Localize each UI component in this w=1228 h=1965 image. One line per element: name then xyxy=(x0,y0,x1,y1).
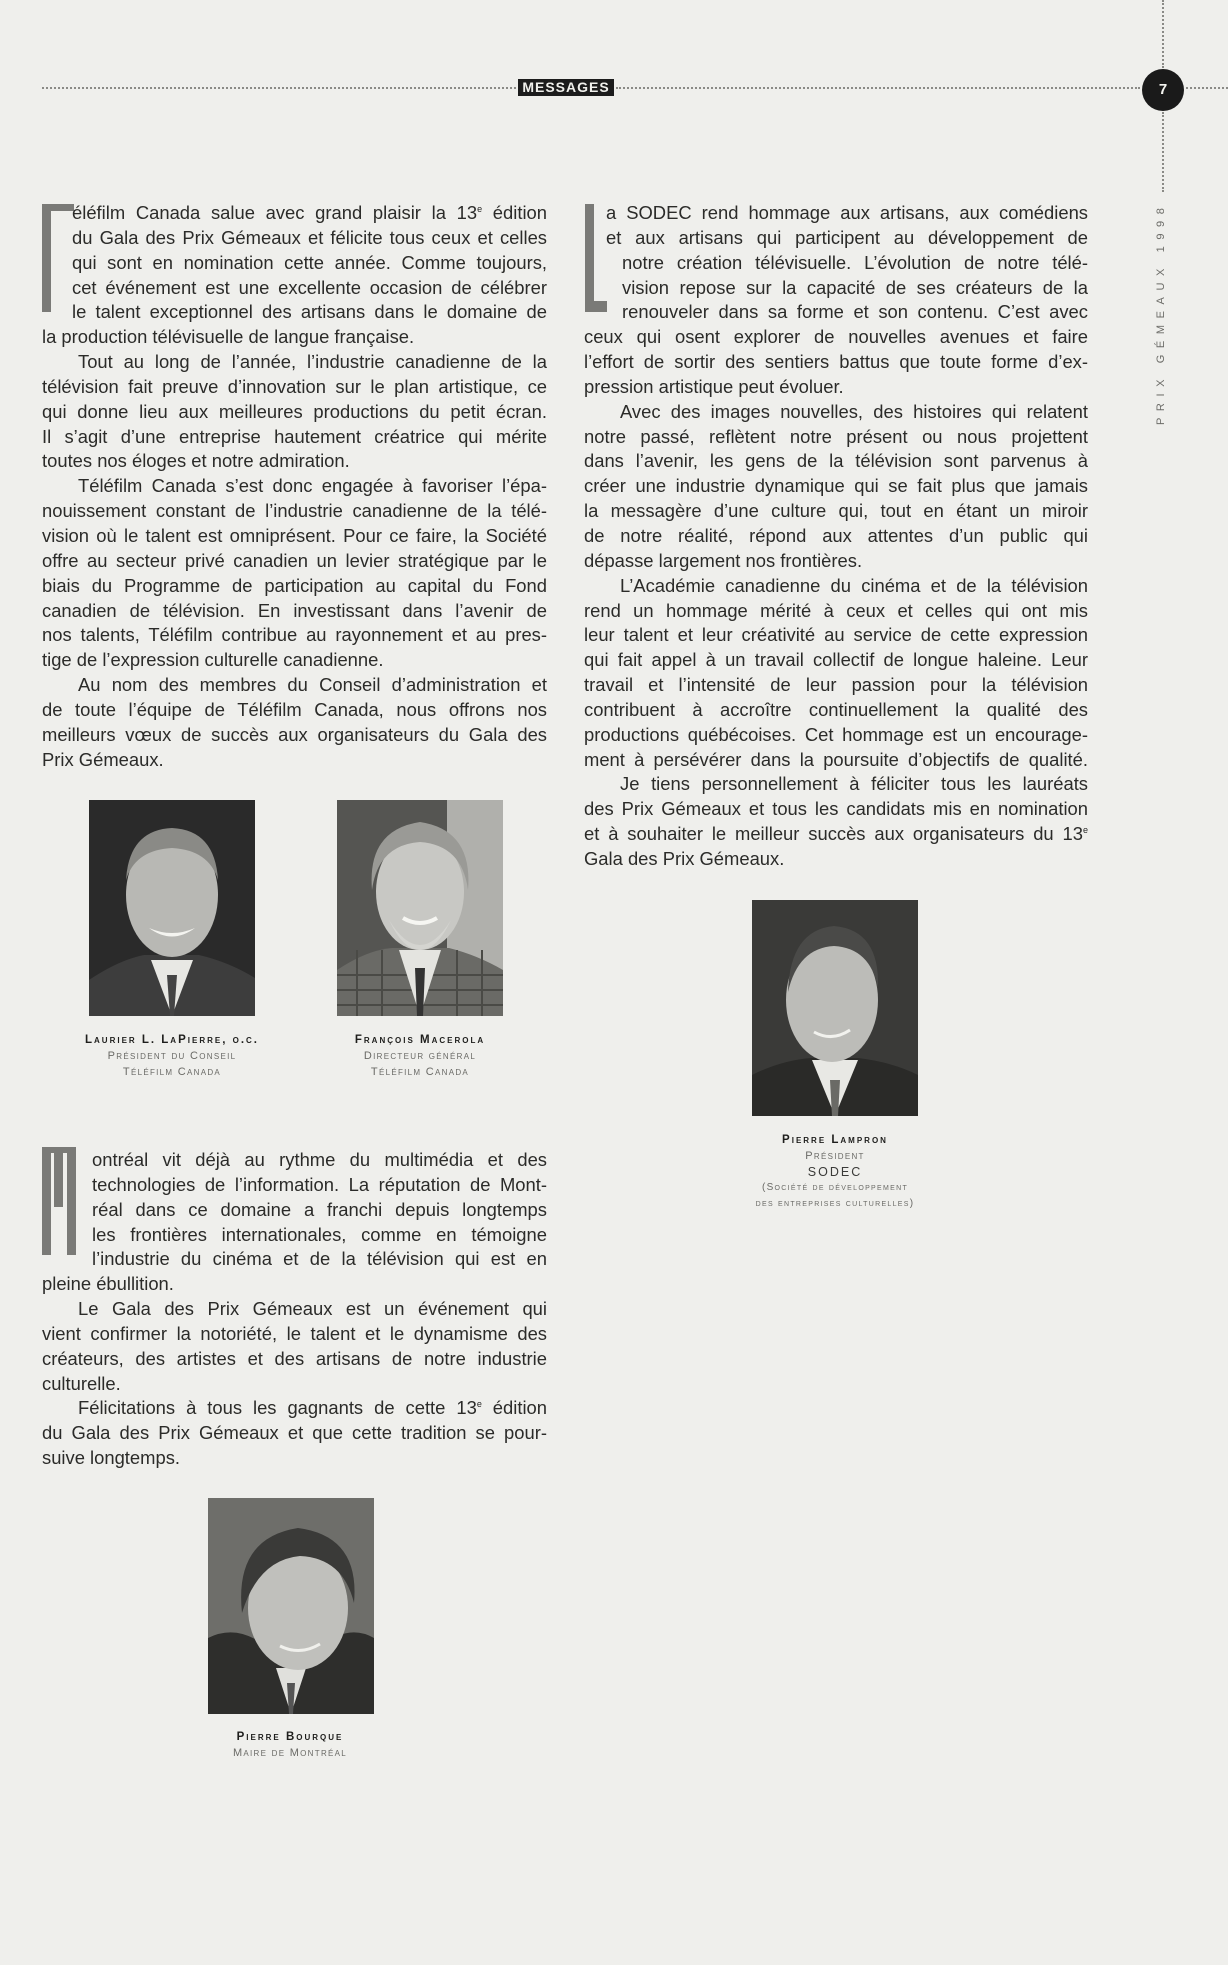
text-line: des Prix Gémeaux et tous les candidats mis en nomination xyxy=(584,798,1088,820)
header-rule-right xyxy=(616,87,1140,89)
header-rule-left xyxy=(42,87,516,89)
text-line: du Gala des Prix Gémeaux et que cette tradition se pour- xyxy=(42,1422,547,1444)
caption-role: Président xyxy=(805,1150,865,1162)
text-line: du Gala des Prix Gémeaux et félicite tous ceux et celles xyxy=(72,226,547,248)
header-rule-far-right xyxy=(1186,87,1228,89)
text-line: Félicitations à tous les gagnants de cette 13e édition xyxy=(78,1397,547,1419)
margin-rule-top xyxy=(1162,0,1164,68)
text-line: et à souhaiter le meilleur succès aux organisateurs du 13e xyxy=(584,823,1088,845)
text-line: cet événement est une excellente occasion de célébrer xyxy=(72,276,547,298)
text-line: ontréal vit déjà au rythme du multimédia et des xyxy=(92,1149,547,1170)
text-line: a SODEC rend hommage aux artisans, aux comédiens xyxy=(606,202,1088,223)
text-line: les frontières internationales, comme en témoigne xyxy=(92,1223,547,1245)
text-line: suive longtemps. xyxy=(42,1447,181,1469)
text-line: de notre réalité, répond aux attentes d’un public qui xyxy=(584,524,1088,546)
caption-name: Laurier L. LaPierre, o.c. xyxy=(84,1034,259,1046)
text-line: leur talent et leur créativité au service de cette expression xyxy=(584,624,1088,646)
portrait-francois-macerola xyxy=(337,800,503,1016)
text-line: vient confirmer la notoriété, le talent et le dynamisme des xyxy=(42,1322,547,1344)
caption-org: Téléfilm Canada xyxy=(122,1066,222,1078)
text-line: Je tiens personnellement à féliciter tous les lauréats xyxy=(620,773,1088,795)
text-line: Tout au long de l’année, l’industrie canadienne de la xyxy=(78,351,547,373)
text-line: qui donne lieu aux meilleures productions du petit écran. xyxy=(42,400,547,422)
text-line: tige de l’expression culturelle canadienne. xyxy=(42,649,384,671)
portrait-laurier-lapierre xyxy=(89,800,255,1016)
text-line: biais du Programme de participation au capital du Fond xyxy=(42,574,547,596)
text-line: vision repose sur la capacité de ses créateurs de la xyxy=(622,276,1088,298)
text-line: offre au secteur privé canadien un levier stratégique par le xyxy=(42,549,547,571)
text-line: dans l’avenir, les gens de la télévision sont parvenus à xyxy=(584,450,1088,472)
text-line: l’industrie du cinéma et de la télévision qui est en xyxy=(92,1248,547,1270)
caption-org: SODEC xyxy=(807,1165,863,1179)
sodec-message xyxy=(584,201,1088,872)
text-line: Avec des images nouvelles, des histoires qui relatent xyxy=(620,400,1088,422)
portrait-pierre-lampron xyxy=(752,900,918,1116)
text-line: rend un hommage mérité à ceux et celles qui ont mis xyxy=(584,599,1088,621)
text-line: ment à persévérer dans la poursuite d’objectifs de qualité. xyxy=(584,748,1088,770)
caption-name: François Macerola xyxy=(354,1034,486,1046)
text-line: qui fait appel à un travail collectif de longue haleine. Leur xyxy=(584,649,1088,671)
caption-role: Maire de Montréal xyxy=(232,1747,348,1759)
text-line: renouveler dans sa forme et son contenu. C’est avec xyxy=(622,301,1088,323)
text-line: meilleurs vœux de succès aux organisateurs du Gala des xyxy=(42,723,547,745)
text-line: L’Académie canadienne du cinéma et de la télévision xyxy=(620,574,1088,596)
text-line: culturelle. xyxy=(42,1372,121,1394)
text-line: Au nom des membres du Conseil d’administration et xyxy=(78,674,547,696)
text-line: nouissement constant de l’industrie canadienne de la télé- xyxy=(42,500,547,522)
caption-name: Pierre Bourque xyxy=(236,1731,344,1743)
text-line: éléfilm Canada salue avec grand plaisir la 13e édition xyxy=(72,202,547,223)
montreal-message xyxy=(42,1148,547,1471)
text-line: notre passé, reflètent notre présent ou nous projettent xyxy=(584,425,1088,447)
text-line: contribuent à accroître continuellement la qualité des xyxy=(584,698,1088,720)
text-line: la messagère d’une culture qui, tout en étant un miroir xyxy=(584,500,1088,522)
caption-name: Pierre Lampron xyxy=(782,1134,888,1146)
text-line: canadien de télévision. En investissant dans l’avenir de xyxy=(42,599,547,621)
text-line: créer une industrie dynamique qui se fait plus que jamais xyxy=(584,475,1088,497)
text-line: Il s’agit d’une entreprise hautement créatrice qui mérite xyxy=(42,425,547,447)
side-label: PRIX GÉMEAUX 1998 xyxy=(1155,201,1167,425)
caption-pierre-lampron xyxy=(690,1132,980,1212)
text-line: Téléfilm Canada s’est donc engagée à favoriser l’épa- xyxy=(78,475,547,497)
text-line: toutes nos éloges et notre admiration. xyxy=(42,450,350,472)
text-line: la production télévisuelle de langue française. xyxy=(42,326,415,348)
section-tag: MESSAGES xyxy=(518,79,614,96)
text-line: et aux artisans qui participent au développement de xyxy=(606,226,1088,248)
caption-role: Président du Conseil xyxy=(107,1050,237,1062)
text-line: travail et l’intensité de leur passion pour la télévision xyxy=(584,674,1088,696)
caption-laurier-lapierre xyxy=(42,1032,302,1080)
text-line: réal dans ce domaine a franchi depuis longtemps xyxy=(92,1198,547,1220)
caption-note-line1: (Société de développement xyxy=(761,1182,909,1193)
text-line: Prix Gémeaux. xyxy=(42,748,164,770)
text-line: l’effort de sortir des sentiers battus que toute forme d’ex- xyxy=(584,351,1088,373)
page-number: 7 xyxy=(1142,69,1184,111)
caption-francois-macerola xyxy=(290,1032,550,1080)
caption-role: Directeur général xyxy=(363,1050,477,1062)
text-line: qui sont en nomination cette année. Comme toujours, xyxy=(72,251,547,273)
margin-rule-bottom xyxy=(1162,112,1164,192)
text-line: vision où le talent est omniprésent. Pour ce faire, la Société xyxy=(42,524,547,546)
portrait-pierre-bourque xyxy=(208,1498,374,1714)
text-line: dépasse largement nos frontières. xyxy=(584,549,863,571)
text-line: télévision fait preuve d’innovation sur le plan artistique, ce xyxy=(42,375,547,397)
text-line: créateurs, des artistes et des artisans de notre industrie xyxy=(42,1347,547,1369)
text-line: productions québécoises. Cet hommage est un encourage- xyxy=(584,723,1088,745)
text-line: ceux qui osent explorer de nouvelles avenues et faire xyxy=(584,326,1088,348)
caption-pierre-bourque xyxy=(160,1729,420,1761)
text-line: le talent exceptionnel des artisans dans le domaine de xyxy=(72,301,547,323)
text-line: nos talents, Téléfilm contribue au rayonnement et au pres- xyxy=(42,624,547,646)
telefilm-message xyxy=(42,201,547,772)
caption-org: Téléfilm Canada xyxy=(370,1066,470,1078)
text-line: de toute l’équipe de Téléfilm Canada, nous offrons nos xyxy=(42,698,547,720)
text-line: Gala des Prix Gémeaux. xyxy=(584,847,785,869)
text-line: technologies de l’information. La réputation de Mont- xyxy=(92,1173,547,1195)
text-line: pleine ébullition. xyxy=(42,1273,174,1295)
text-line: pression artistique peut évoluer. xyxy=(584,375,844,397)
text-line: notre création télévisuelle. L’évolution de notre télé- xyxy=(622,251,1088,273)
caption-note-line2: des entreprises culturelles) xyxy=(755,1198,915,1209)
text-line: Le Gala des Prix Gémeaux est un événement qui xyxy=(78,1298,547,1320)
